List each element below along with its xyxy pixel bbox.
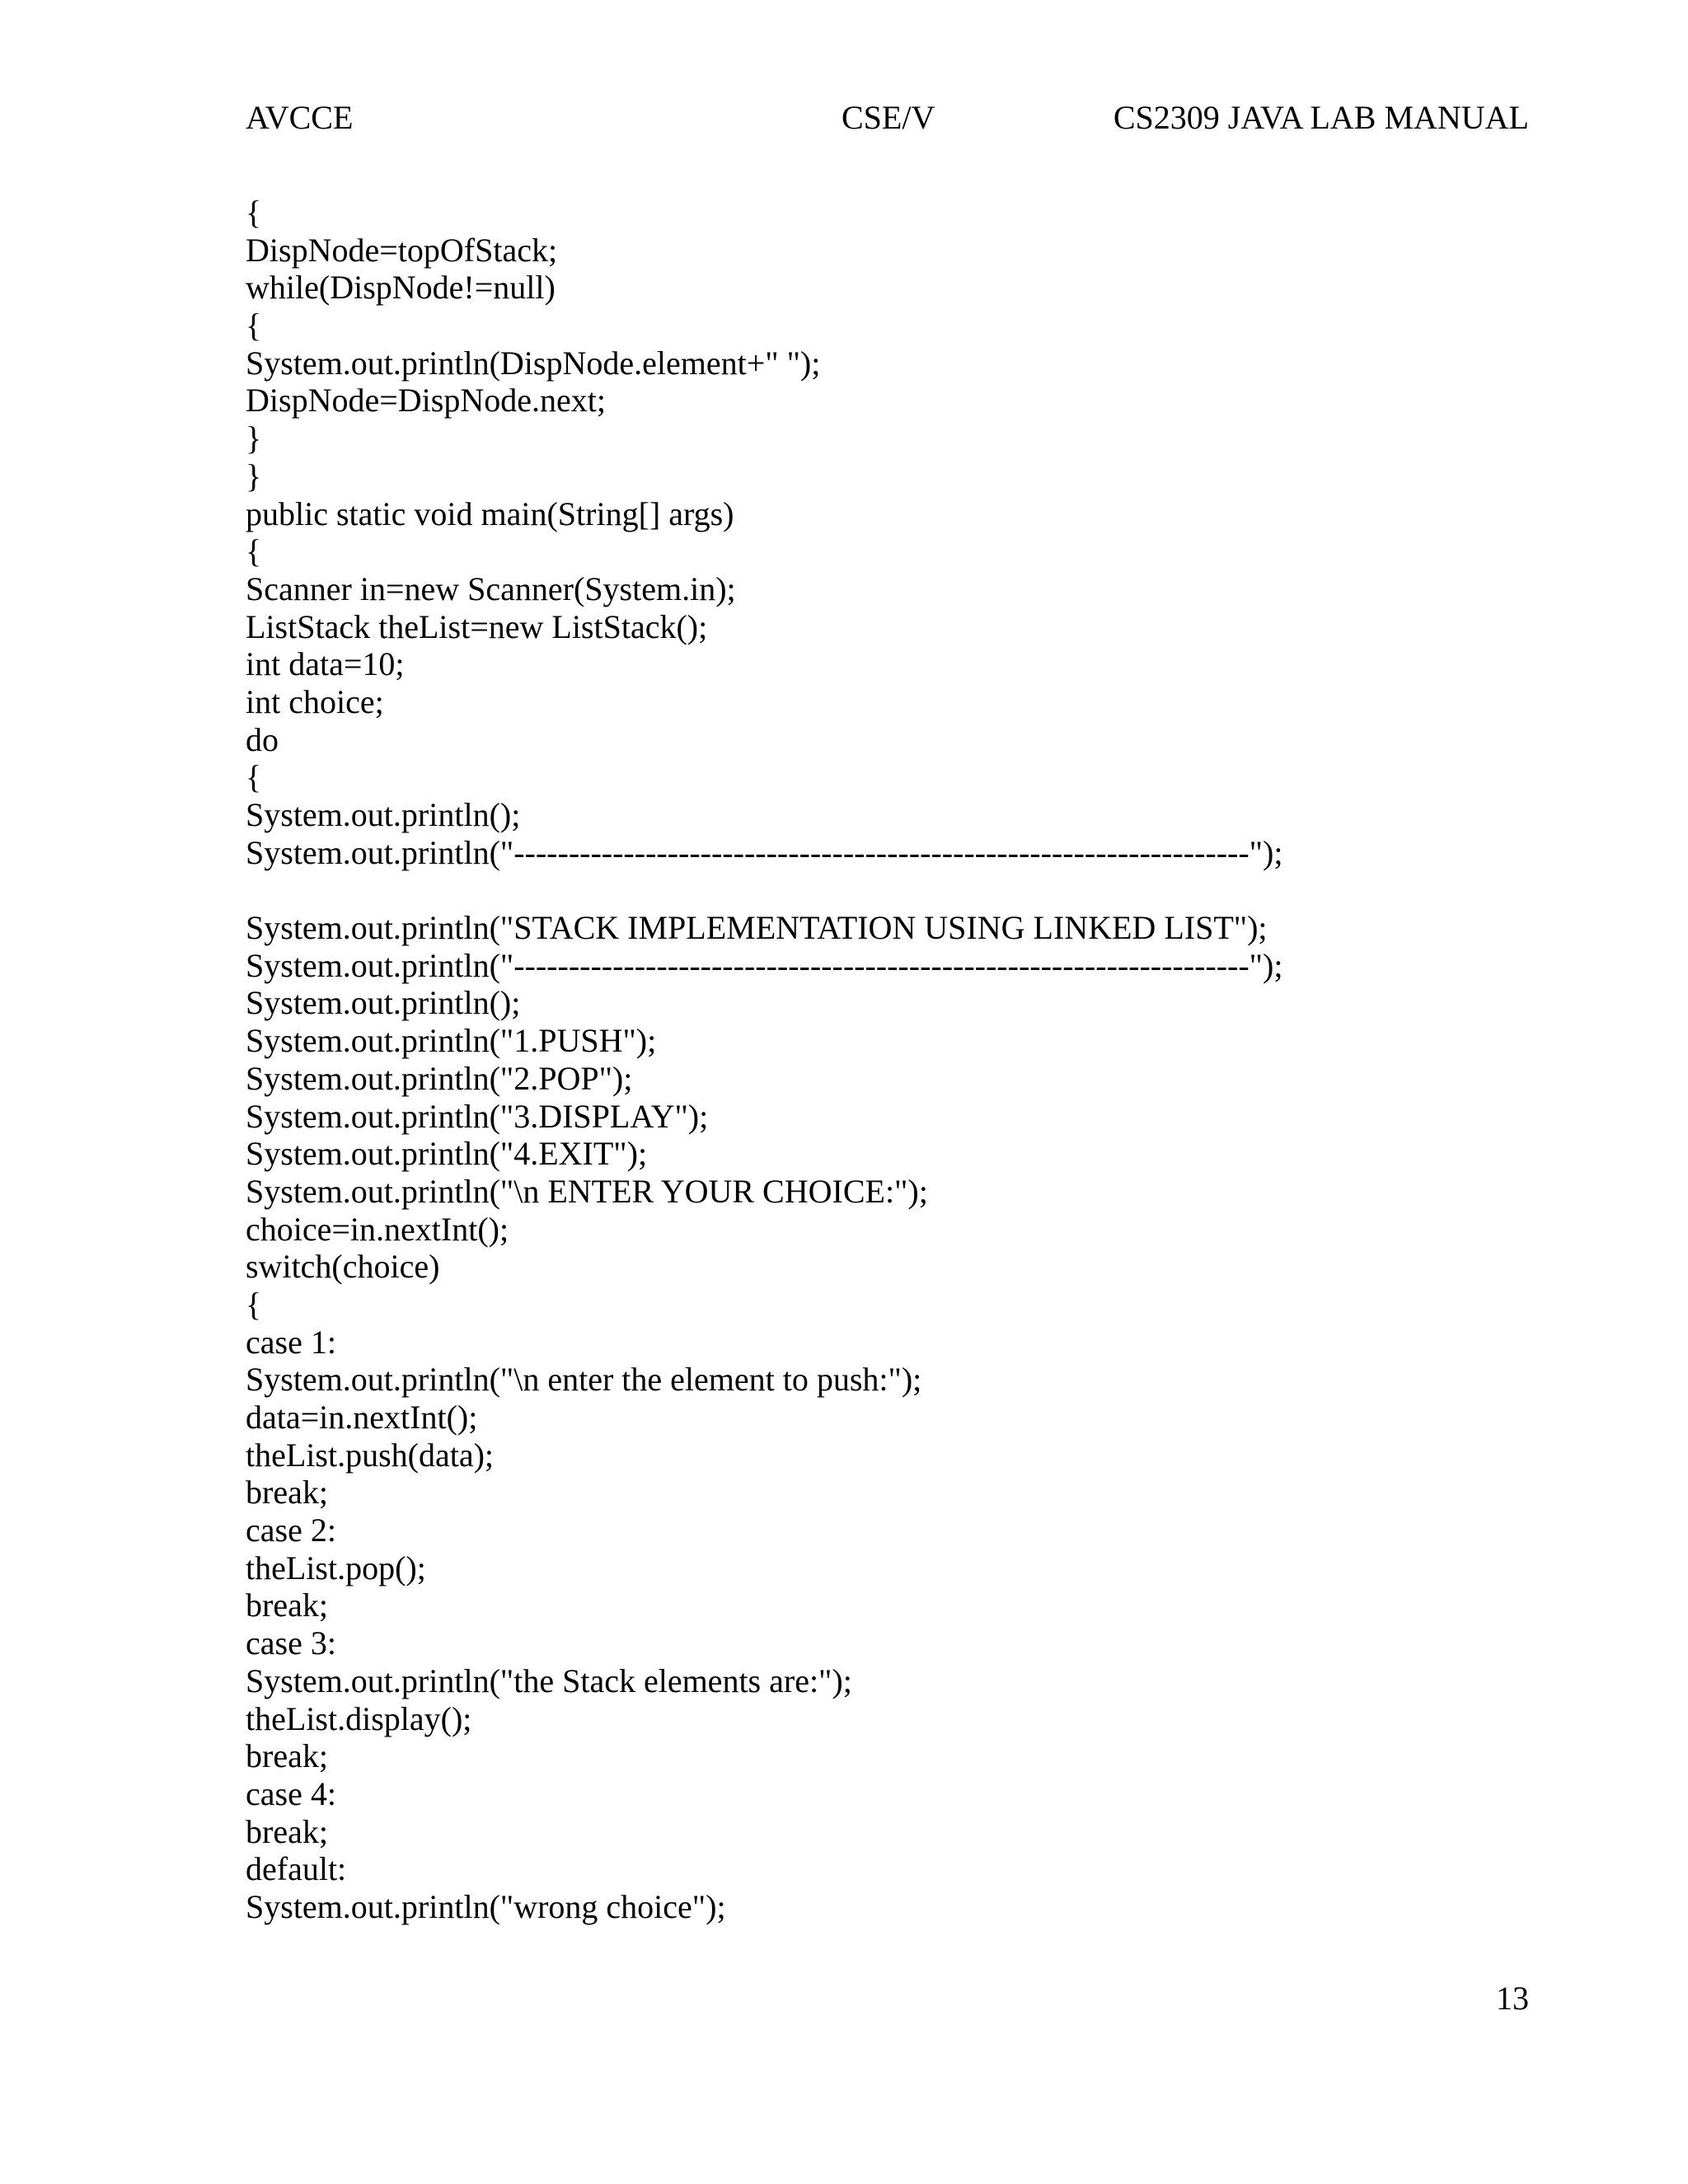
- code-line: break;: [246, 1737, 328, 1775]
- code-line: int data=10;: [246, 645, 405, 683]
- code-line: case 4:: [246, 1774, 336, 1812]
- code-line: theList.push(data);: [246, 1436, 495, 1474]
- code-line: System.out.println();: [246, 796, 521, 833]
- code-line: break;: [246, 1812, 328, 1850]
- code-line: int choice;: [246, 682, 384, 720]
- code-line: theList.pop();: [246, 1549, 426, 1586]
- code-line: break;: [246, 1586, 328, 1624]
- code-line: System.out.println("1.PUSH");: [246, 1022, 657, 1060]
- code-line: while(DispNode!=null): [246, 269, 556, 307]
- code-line: {: [246, 758, 262, 796]
- code-line: System.out.println("STACK IMPLEMENTATION USING LINKED LIST");: [246, 909, 1268, 947]
- code-line: System.out.println("the Stack elements are:");: [246, 1661, 852, 1699]
- code-line: System.out.println("-------------------------------------------------------------------");: [246, 833, 1283, 871]
- code-line: [246, 871, 1564, 909]
- code-line: {: [246, 194, 262, 231]
- code-line: case 1:: [246, 1323, 336, 1361]
- code-line: public static void main(String[] args): [246, 494, 734, 532]
- code-line: }: [246, 419, 262, 457]
- code-line: data=in.nextInt();: [246, 1399, 478, 1436]
- page-header: [0, 97, 1688, 138]
- code-line: System.out.println("-------------------------------------------------------------------");: [246, 946, 1283, 984]
- code-line: System.out.println("2.POP");: [246, 1059, 633, 1097]
- code-line: break;: [246, 1474, 328, 1511]
- code-line: System.out.println();: [246, 984, 521, 1022]
- code-line: ListStack theList=new ListStack();: [246, 607, 708, 645]
- code-line: Scanner in=new Scanner(System.in);: [246, 569, 736, 607]
- header-institution: AVCCE: [246, 99, 354, 136]
- page-number: 13: [1496, 1980, 1529, 2017]
- code-listing: [246, 194, 1564, 1926]
- code-line: System.out.println("wrong choice");: [246, 1887, 726, 1925]
- header-department: CSE/V: [842, 99, 935, 136]
- code-line: System.out.println(DispNode.element+" ");: [246, 344, 821, 382]
- code-line: theList.display();: [246, 1699, 472, 1737]
- code-line: DispNode=topOfStack;: [246, 231, 558, 269]
- header-manual-title: CS2309 JAVA LAB MANUAL: [1113, 99, 1529, 136]
- code-line: System.out.println("\n enter the element to push:");: [246, 1361, 922, 1399]
- code-line: DispNode=DispNode.next;: [246, 382, 606, 419]
- code-line: System.out.println("3.DISPLAY");: [246, 1097, 709, 1135]
- code-line: {: [246, 307, 262, 344]
- code-line: case 2:: [246, 1511, 336, 1549]
- code-line: choice=in.nextInt();: [246, 1210, 509, 1248]
- code-line: System.out.println("\n ENTER YOUR CHOICE:");: [246, 1172, 928, 1210]
- code-line: {: [246, 1285, 262, 1323]
- code-line: }: [246, 457, 262, 494]
- code-line: switch(choice): [246, 1248, 440, 1286]
- code-line: case 3:: [246, 1624, 336, 1662]
- code-line: default:: [246, 1850, 347, 1888]
- code-line: System.out.println("4.EXIT");: [246, 1135, 648, 1173]
- code-line: do: [246, 720, 279, 758]
- code-line: {: [246, 532, 262, 570]
